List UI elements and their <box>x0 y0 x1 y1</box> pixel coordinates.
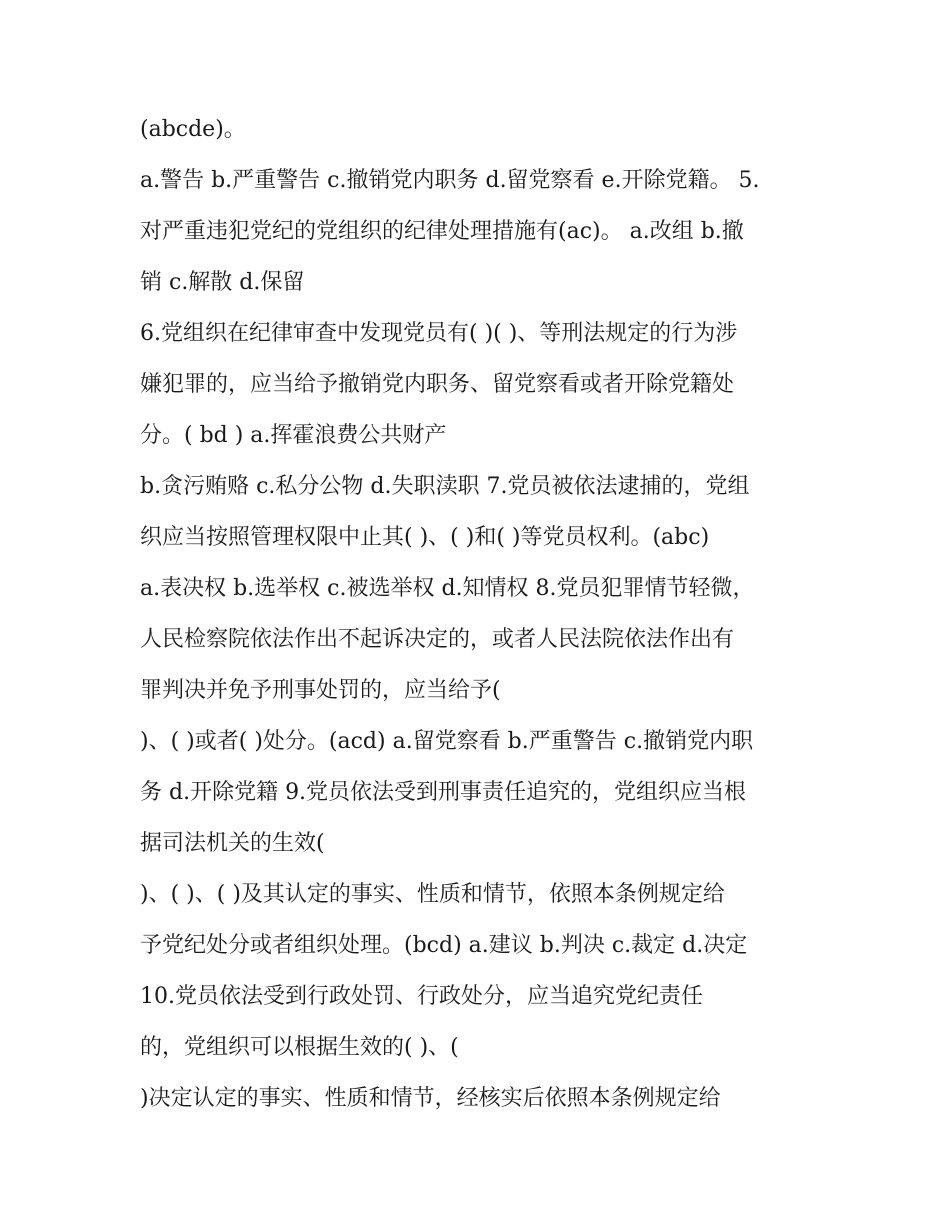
text-line: 对严重违犯党纪的党组织的纪律处理措施有(ac)。 a.改组 b.撤 <box>140 219 744 244</box>
text-line: 嫌犯罪的，应当给予撤销党内职务、留党察看或者开除党籍处 <box>140 372 735 397</box>
text-line: a.警告 b.严重警告 c.撤销党内职务 d.留党察看 e.开除党籍。 5. <box>140 168 760 193</box>
text-line: (abcde)。 <box>140 117 246 142</box>
text-line: 6.党组织在纪律审查中发现党员有( )( )、等刑法规定的行为涉 <box>140 321 738 346</box>
text-line: 织应当按照管理权限中止其( )、( )和( )等党员权利。(abc) <box>140 525 710 550</box>
text-line: 10.党员依法受到行政处罚、行政处分，应当追究党纪责任 <box>140 984 703 1009</box>
text-line: )决定认定的事实、性质和情节，经核实后依照本条例规定给 <box>140 1086 721 1111</box>
text-line: b.贪污贿赂 c.私分公物 d.失职渎职 7.党员被依法逮捕的，党组 <box>140 474 750 499</box>
text-line: 销 c.解散 d.保留 <box>140 270 305 295</box>
text-line: a.表决权 b.选举权 c.被选举权 d.知情权 8.党员犯罪情节轻微， <box>140 576 755 601</box>
text-line: )、( )、( )及其认定的事实、性质和情节，依照本条例规定给 <box>140 882 725 907</box>
text-line: 分。( bd ) a.挥霍浪费公共财产 <box>140 423 447 448</box>
document-body <box>140 104 840 1124</box>
text-line: 罪判决并免予刑事处罚的，应当给予( <box>140 678 501 703</box>
text-line: 务 d.开除党籍 9.党员依法受到刑事责任追究的，党组织应当根 <box>140 780 747 805</box>
text-line: 的，党组织可以根据生效的( )、( <box>140 1035 459 1060</box>
text-line: 予党纪处分或者组织处理。(bcd) a.建议 b.判决 c.裁定 d.决定 <box>140 933 748 958</box>
text-line: )、( )或者( )处分。(acd) a.留党察看 b.严重警告 c.撤销党内职 <box>140 729 754 754</box>
text-line: 据司法机关的生效( <box>140 831 325 856</box>
text-line: 人民检察院依法作出不起诉决定的，或者人民法院依法作出有 <box>140 627 735 652</box>
